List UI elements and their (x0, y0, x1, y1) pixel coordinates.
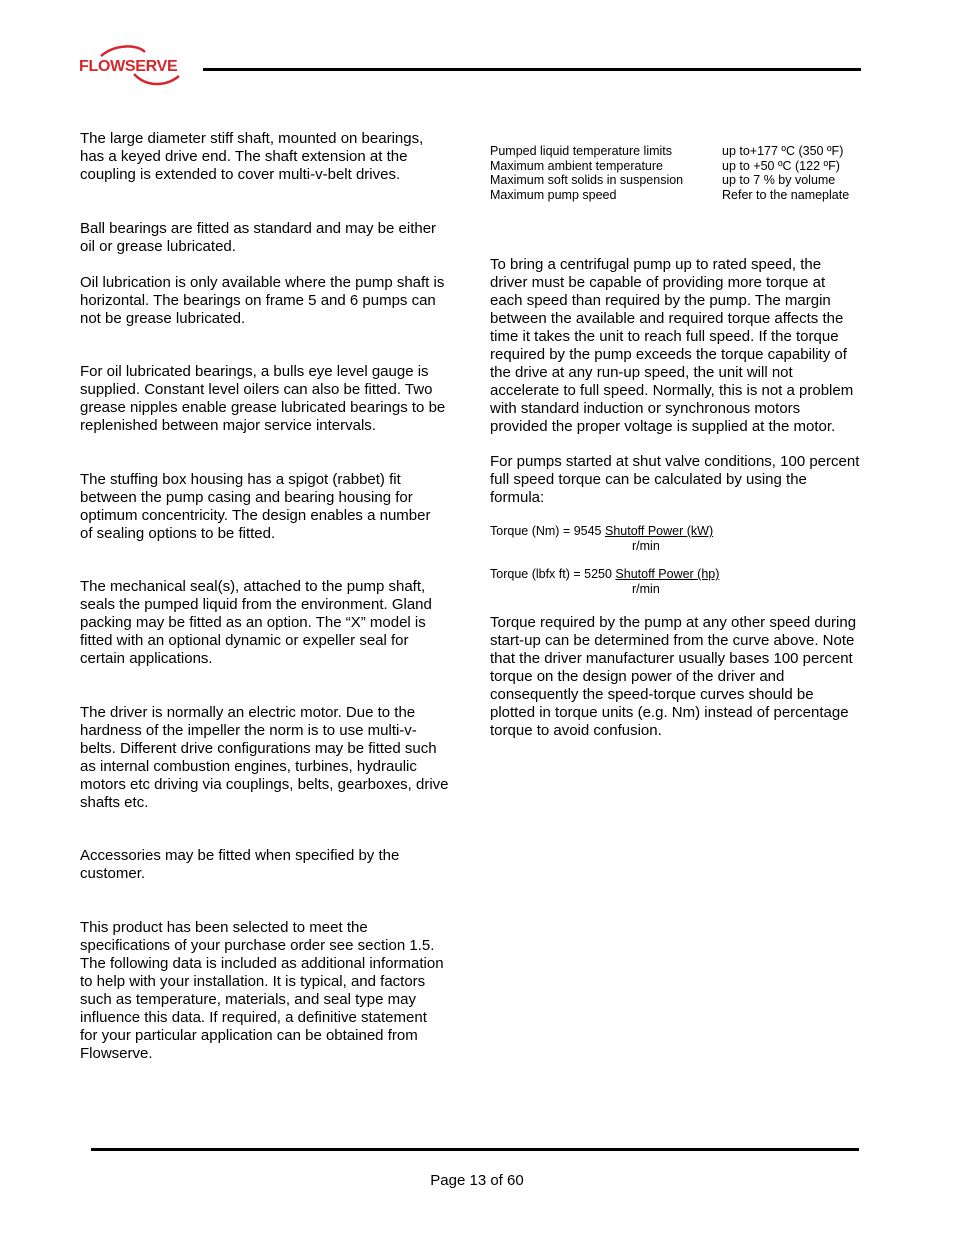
paragraph-bearings: Ball bearings are fitted as standard and may be either oil or grease lubricated. (80, 220, 437, 255)
spec-row (490, 159, 849, 174)
formula-torque-lbfft (490, 567, 719, 596)
formula-prefix: Torque (lbfx ft) = 5250 (490, 567, 616, 581)
spec-row (490, 144, 849, 159)
paragraph-mechanical-seal: The mechanical seal(s), attached to the pump shaft, seals the pumped liquid from the environment. Gland packing may be fitted as an option. The “X” model is fitted with an optional dynamic or expeller seal for certain applications. (80, 578, 432, 667)
formula-prefix: Torque (Nm) = 9545 (490, 524, 605, 538)
paragraph-performance-data: This product has been selected to meet the specifications of your purchase order see section 1.5. The following data is included as additional information to help with your installation. It is typical, and factors such as temperature, materials, and seal type may influence this data. If required, a definitive statement for your particular application can be obtained from Flowserve. (80, 919, 444, 1062)
paragraph-stuffing-box: The stuffing box housing has a spigot (rabbet) fit between the pump casing and bearing housing for optimum concentricity. The design enables a number of sealing options to be fitted. (80, 471, 431, 542)
flowserve-logo (79, 44, 197, 88)
spec-label: Maximum ambient temperature (490, 158, 663, 173)
spec-value: Refer to the nameplate (722, 187, 850, 202)
paragraph-level-gauge: For oil lubricated bearings, a bulls eye level gauge is supplied. Constant level oilers can also be fitted. Two grease nipples enable grease lubricated bearings to be replenished between major service intervals. (80, 363, 446, 434)
spec-value: up to +50 ºC (122 ºF) (722, 158, 840, 173)
spec-row (490, 188, 849, 203)
formula-torque-nm (490, 524, 713, 553)
paragraph-shaft: The large diameter stiff shaft, mounted on bearings, has a keyed drive end. The shaft extension at the coupling is extended to cover multi-v-belt drives. (80, 130, 424, 183)
spec-value: up to 7 % by volume (722, 173, 836, 187)
formula-numerator: Shutoff Power (kW) (604, 524, 714, 538)
spec-row (490, 173, 849, 188)
operating-limits-table (490, 144, 849, 202)
paragraph-torque-requirement: To bring a centrifugal pump up to rated speed, the driver must be capable of providing more torque at each speed than required by the pump. The margin between the available and required torque affects the time it takes the unit to reach full speed. If the torque required by the pump exceeds the torque capability of the drive at any run-up speed, the unit will not accelerate to full speed. Normally, this is not a problem with standard induction or synchronous motors provided the proper voltage is supplied at the motor. (490, 256, 854, 435)
page-number: Page 13 of 60 (430, 1172, 524, 1189)
footer-rule (91, 1148, 859, 1151)
spec-label: Maximum pump speed (490, 187, 617, 202)
paragraph-shut-valve: For pumps started at shut valve conditions, 100 percent full speed torque can be calculated by using the formula: (490, 453, 860, 506)
paragraph-oil-lubrication: Oil lubrication is only available where the pump shaft is horizontal. The bearings on frame 5 and 6 pumps can not be grease lubricated. (80, 274, 445, 327)
formula-numerator: Shutoff Power (hp) (615, 567, 720, 581)
spec-label: Maximum soft solids in suspension (490, 173, 684, 187)
spec-label: Pumped liquid temperature limits (490, 144, 673, 158)
logo-text: FLOWSERVE (79, 58, 178, 75)
paragraph-torque-curve: Torque required by the pump at any other speed during start-up can be determined from the curve above. Note that the driver manufacturer usually bases 100 percent torque on the design power of the driver and consequently the speed-torque curves should be plotted in torque units (e.g. Nm) instead of percentage torque to avoid confusion. (490, 614, 857, 739)
paragraph-accessories: Accessories may be fitted when specified by the customer. (80, 847, 400, 882)
formula-denominator: r/min (632, 538, 660, 553)
formula-denominator: r/min (632, 581, 660, 596)
paragraph-driver: The driver is normally an electric motor. Due to the hardness of the impeller the norm is to use multi-v- belts. Different drive configurations may be fitted such as internal combustion engines, turbines, hydraulic motors etc driving via couplings, belts, gearboxes, drive shafts etc. (80, 704, 449, 811)
spec-value: up to+177 ºC (350 ºF) (722, 144, 844, 158)
header-rule (203, 68, 861, 71)
